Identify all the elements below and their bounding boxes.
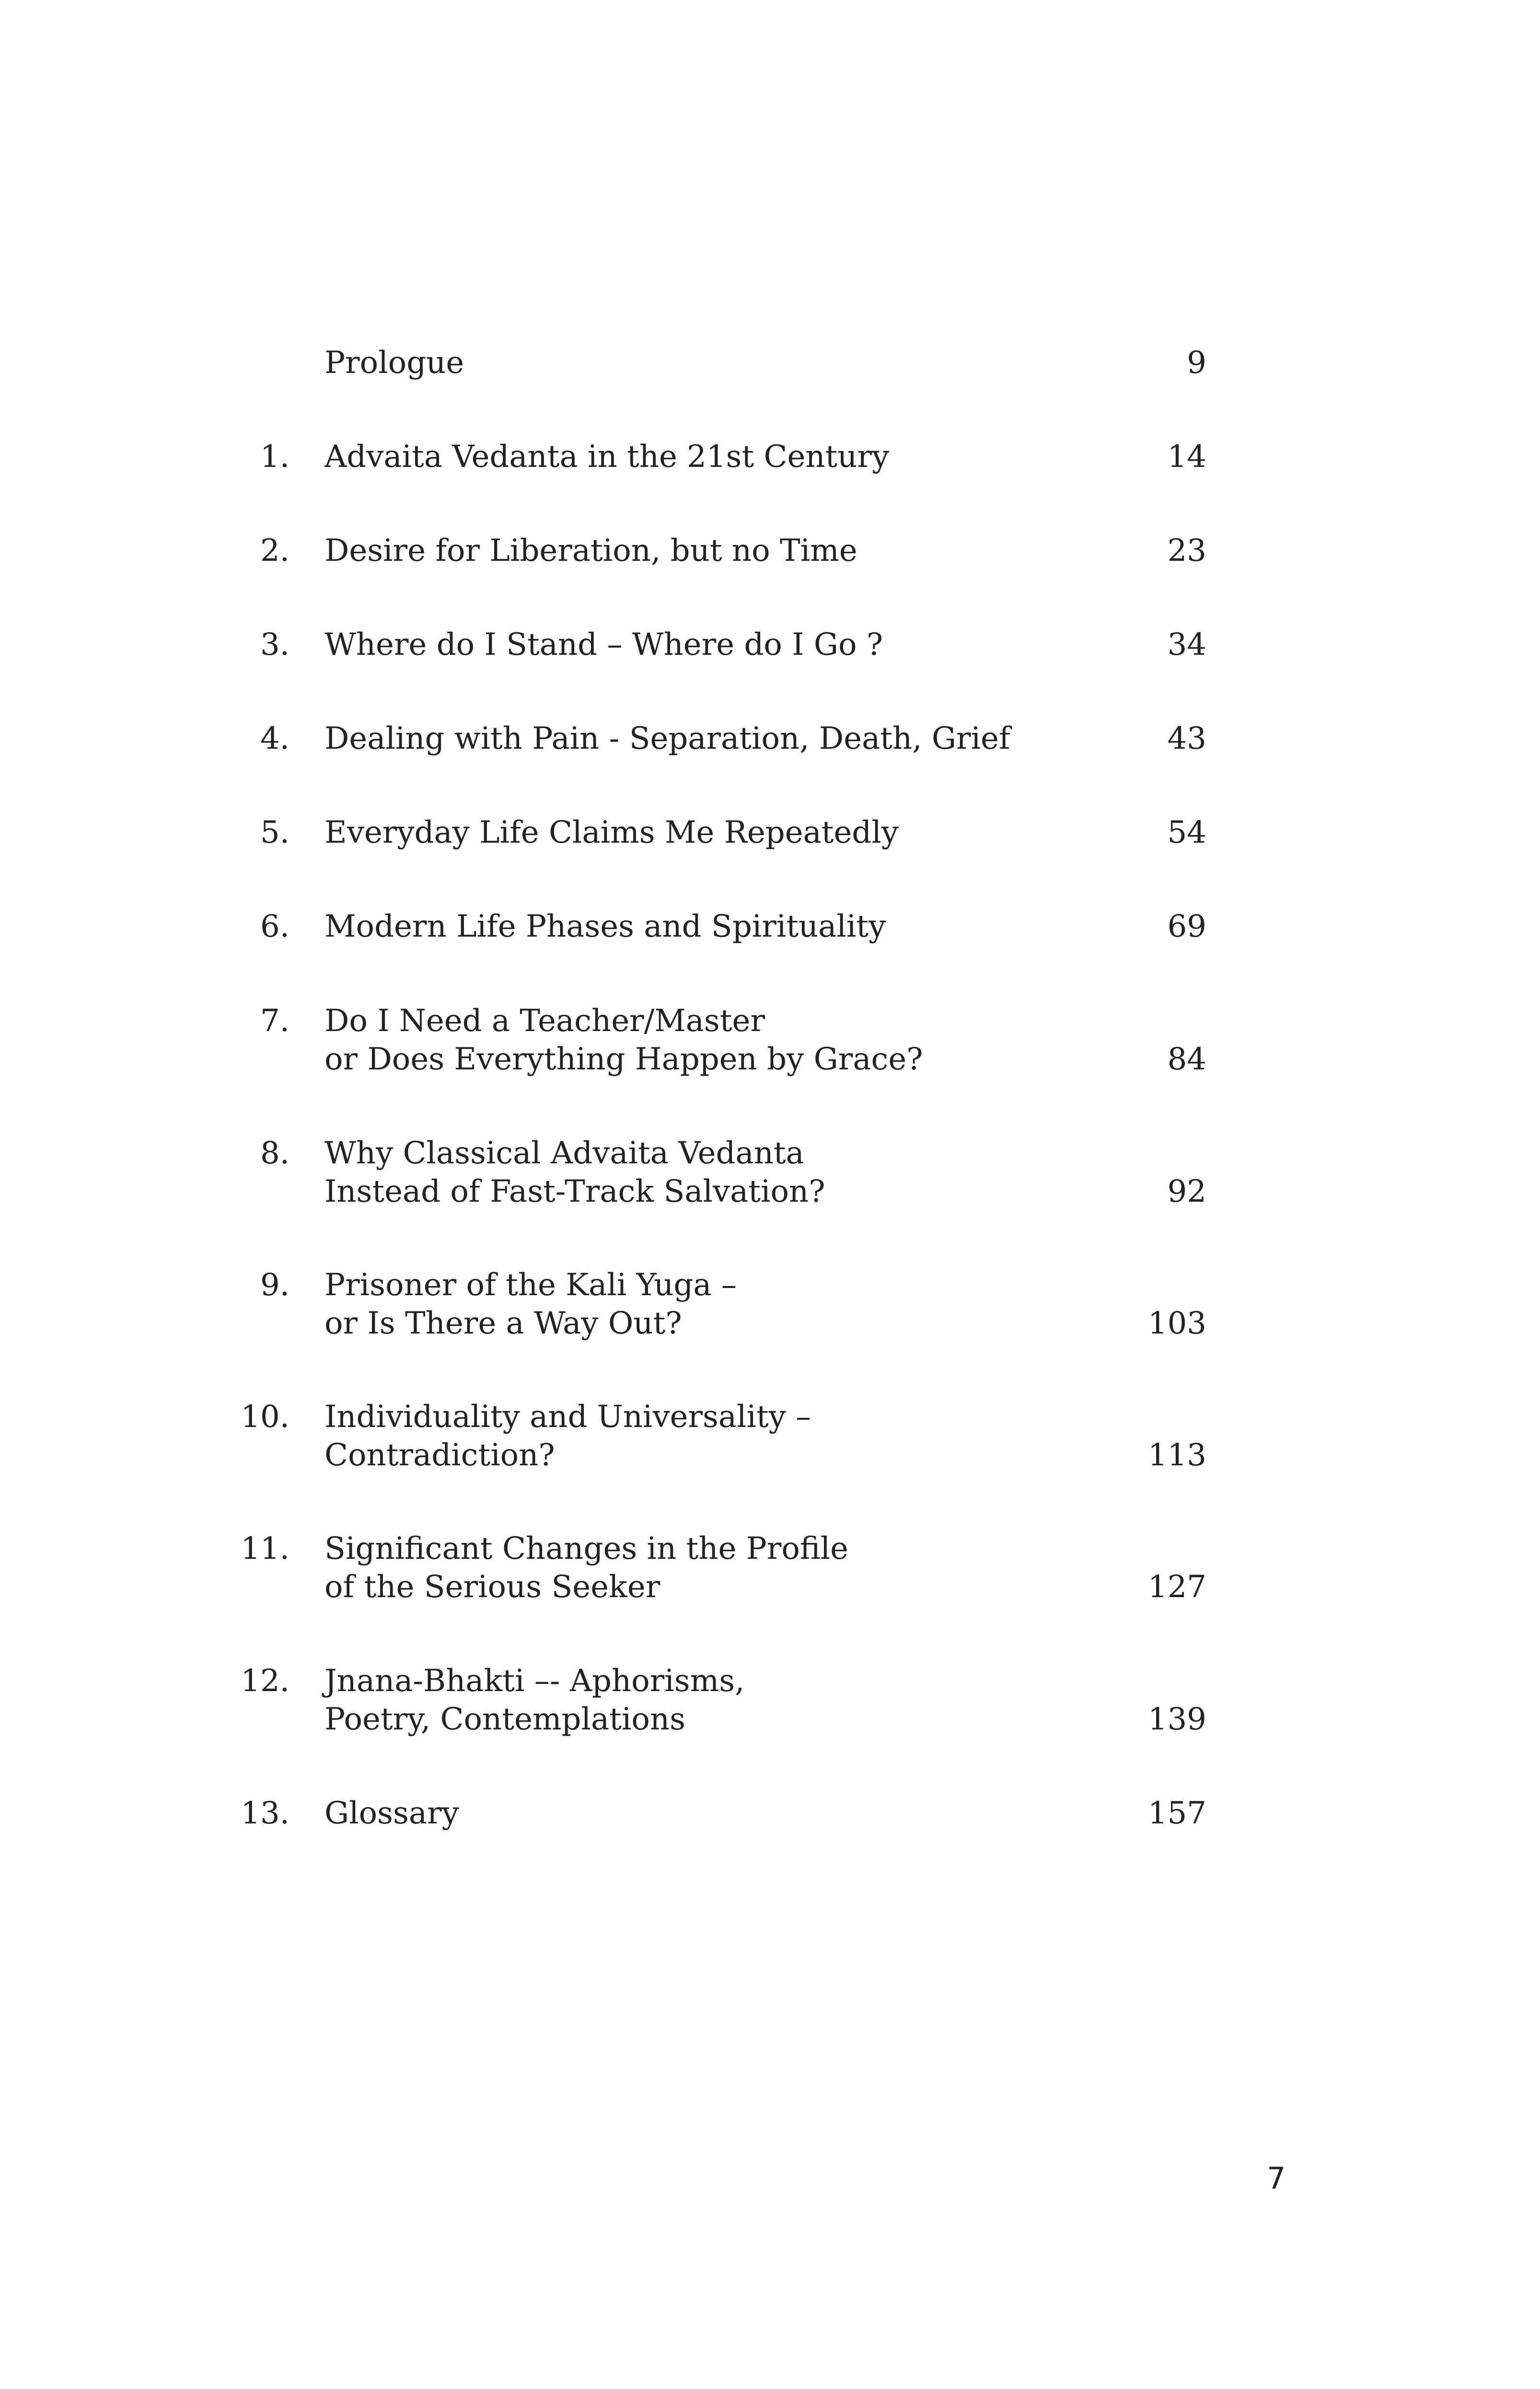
toc-entry-number: 5. xyxy=(260,815,289,850)
toc-entry-number: 3. xyxy=(260,627,289,662)
toc-entry-title xyxy=(324,1530,848,1606)
toc-entry-title xyxy=(324,438,889,476)
toc-entry-title-line: of the Serious Seeker xyxy=(324,1569,660,1605)
toc-entry-title xyxy=(324,1398,811,1474)
toc-entry-page: 23 xyxy=(1167,533,1206,568)
toc-entry-number: 2. xyxy=(260,533,289,568)
toc-entry-number: 12. xyxy=(241,1663,289,1699)
toc-entry-title-line: Significant Changes in the Profile xyxy=(324,1531,848,1566)
toc-entry-number: 4. xyxy=(260,721,289,756)
toc-entry-title xyxy=(324,1266,737,1343)
toc-entry-page: 113 xyxy=(1147,1438,1206,1473)
toc-entry-page: 103 xyxy=(1147,1306,1206,1341)
toc-entry-title-line: Instead of Fast-Track Salvation? xyxy=(324,1174,825,1209)
toc-entry-number: 8. xyxy=(260,1136,289,1171)
toc-entry-number: 10. xyxy=(241,1399,289,1435)
toc-entry-title xyxy=(324,1662,744,1739)
toc-entry-title-line: or Does Everything Happen by Grace? xyxy=(324,1042,923,1077)
toc-entry-title xyxy=(324,1002,923,1079)
toc-entry-title-line: Dealing with Pain - Separation, Death, Grief xyxy=(324,721,1010,756)
toc-entry-title-line: Prisoner of the Kali Yuga – xyxy=(324,1267,737,1303)
toc-entry-title xyxy=(324,626,883,664)
toc-entry-title xyxy=(324,344,464,382)
toc-entry-title xyxy=(324,719,1010,758)
toc-entry-number: 6. xyxy=(260,909,289,944)
toc-entry-page: 14 xyxy=(1167,439,1206,475)
toc-entry-title xyxy=(324,1794,459,1832)
toc-entry-page: 127 xyxy=(1147,1569,1206,1605)
toc-entry-page: 157 xyxy=(1147,1796,1206,1831)
page-number: 7 xyxy=(1267,2161,1286,2196)
toc-entry-page: 43 xyxy=(1167,721,1206,756)
toc-entry-title xyxy=(324,813,899,852)
toc-entry-title-line: Desire for Liberation, but no Time xyxy=(324,533,857,568)
toc-entry-title-line: Glossary xyxy=(324,1796,459,1831)
toc-entry-title-line: Advaita Vedanta in the 21st Century xyxy=(324,439,890,475)
toc-entry-title-line: Contradiction? xyxy=(324,1438,555,1473)
toc-entry-page: 54 xyxy=(1167,815,1206,850)
toc-entry-page: 139 xyxy=(1147,1702,1206,1737)
toc-entry-title-line: Why Classical Advaita Vedanta xyxy=(324,1136,804,1171)
toc-entry-number: 13. xyxy=(241,1796,289,1831)
toc-entry-title xyxy=(324,532,857,570)
toc-entry-title-line: Where do I Stand – Where do I Go ? xyxy=(324,627,883,662)
toc-entry-page: 92 xyxy=(1167,1174,1206,1209)
toc-entry-title-line: or Is There a Way Out? xyxy=(324,1306,682,1341)
toc-entry-number: 7. xyxy=(260,1003,289,1039)
toc-entry-page: 34 xyxy=(1167,627,1206,662)
toc-entry-page: 69 xyxy=(1167,909,1206,944)
toc-entry-title-line: Jnana-Bhakti –- Aphorisms, xyxy=(324,1663,745,1699)
toc-entry-title-line: Prologue xyxy=(324,345,464,381)
toc-entry-number: 11. xyxy=(241,1531,289,1566)
toc-entry-title xyxy=(324,1134,825,1211)
toc-entry-number: 9. xyxy=(260,1267,289,1303)
toc-entry-title-line: Do I Need a Teacher/Master xyxy=(324,1003,765,1039)
toc-entry-title-line: Poetry, Contemplations xyxy=(324,1702,685,1737)
toc-entry-page: 84 xyxy=(1167,1042,1206,1077)
toc-entry-title xyxy=(324,907,886,946)
toc-entry-title-line: Individuality and Universality – xyxy=(324,1399,811,1435)
toc-entry-title-line: Everyday Life Claims Me Repeatedly xyxy=(324,815,899,850)
toc-entry-page: 9 xyxy=(1187,345,1206,381)
toc-entry-title-line: Modern Life Phases and Spirituality xyxy=(324,909,886,944)
toc-entry-number: 1. xyxy=(260,439,289,475)
